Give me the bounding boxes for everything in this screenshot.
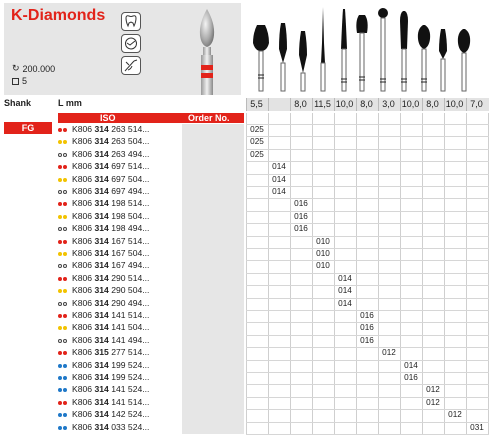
table-row[interactable] xyxy=(58,322,489,333)
iso-prefix: K806 xyxy=(72,372,95,382)
iso-prefix: K806 xyxy=(72,359,95,370)
length-cell: 8,0 xyxy=(356,98,376,111)
instrument-angle-icon xyxy=(121,56,141,75)
table-row[interactable] xyxy=(58,422,489,433)
grid-line xyxy=(246,149,489,150)
grit-color-dot xyxy=(58,388,62,392)
rpm-value: 200.000 xyxy=(22,63,56,74)
iso-suffix: 141 494... xyxy=(108,334,150,345)
grid-line xyxy=(246,124,489,125)
grit-color-dot xyxy=(63,178,67,182)
iso-shank-code: 314 xyxy=(94,148,109,159)
iso-code xyxy=(72,372,149,383)
iso-shank-code: 314 xyxy=(94,136,109,147)
table-row[interactable] xyxy=(58,384,489,395)
iso-code xyxy=(72,248,149,259)
length-cell: 8,0 xyxy=(422,98,442,111)
table-row[interactable] xyxy=(58,136,489,147)
grit-color-dot xyxy=(58,376,62,380)
grit-color-dot xyxy=(63,277,67,281)
iso-prefix: K806 xyxy=(72,396,95,407)
iso-shank-code: 314 xyxy=(94,409,109,420)
grit-color-dot xyxy=(63,264,67,268)
iso-shank-code: 314 xyxy=(94,272,109,283)
iso-code xyxy=(72,161,149,172)
iso-code xyxy=(72,397,149,408)
iso-shank-code: 314 xyxy=(94,359,109,370)
grit-color-dot xyxy=(63,413,67,417)
iso-prefix: K806 xyxy=(72,384,95,395)
iso-code xyxy=(72,136,149,147)
iso-prefix: K806 xyxy=(72,186,95,196)
grit-color-dot xyxy=(58,202,62,206)
iso-shank-code: 315 xyxy=(94,347,109,358)
shank-header: Shank xyxy=(4,98,32,108)
table-row[interactable] xyxy=(58,174,489,185)
rpm-info xyxy=(12,63,55,74)
grid-line xyxy=(246,174,489,175)
table-row[interactable] xyxy=(58,149,489,160)
grid-line xyxy=(246,136,489,137)
grit-color-dot xyxy=(63,401,67,405)
iso-suffix: 141 514... xyxy=(108,310,150,320)
size-value: 016 xyxy=(404,373,418,382)
grit-color-dot xyxy=(58,215,62,219)
table-row[interactable] xyxy=(58,161,489,172)
iso-suffix: 141 504... xyxy=(108,322,150,333)
length-cell: 10,0 xyxy=(445,99,464,109)
grit-color-dot xyxy=(58,252,62,256)
pack-info xyxy=(12,76,27,86)
grit-color-dot xyxy=(58,165,62,169)
grit-color-dot xyxy=(58,178,62,182)
iso-suffix: 198 514... xyxy=(108,198,150,209)
tooth-crown-icon xyxy=(121,12,141,31)
grid-line xyxy=(246,335,489,336)
iso-suffix: 263 494... xyxy=(108,148,150,159)
iso-shank-code: 314 xyxy=(94,186,109,196)
iso-shank-code: 314 xyxy=(94,396,109,407)
grit-color-dot xyxy=(58,364,62,368)
iso-prefix: K806 xyxy=(72,297,95,308)
iso-prefix: K806 xyxy=(72,347,95,358)
grit-color-dot xyxy=(63,364,67,368)
grit-color-dot xyxy=(58,302,62,306)
iso-suffix: 290 494... xyxy=(108,297,150,308)
product-card xyxy=(4,3,241,95)
pack-value: 5 xyxy=(22,76,28,86)
iso-code xyxy=(72,223,149,234)
iso-code xyxy=(72,335,149,346)
table-row[interactable] xyxy=(58,223,489,234)
rotation-icon: ↻ xyxy=(12,63,20,73)
iso-code xyxy=(72,360,149,371)
size-value: 025 xyxy=(250,137,264,147)
iso-suffix: 263 504... xyxy=(108,136,150,147)
size-value: 012 xyxy=(382,348,396,358)
column-subheader xyxy=(58,113,244,123)
table-row[interactable] xyxy=(58,372,489,383)
iso-prefix: K806 xyxy=(72,223,95,234)
size-value: 025 xyxy=(250,149,264,159)
grid-line xyxy=(246,161,489,162)
iso-header: ISO xyxy=(100,113,116,123)
iso-code xyxy=(72,310,149,321)
tooth-preparation-icon xyxy=(121,34,141,53)
grit-color-dot xyxy=(63,128,67,132)
iso-prefix: K806 xyxy=(72,334,95,345)
size-value: 014 xyxy=(338,273,352,283)
table-row[interactable] xyxy=(58,298,489,309)
grid-line xyxy=(246,260,489,261)
size-value: 014 xyxy=(338,298,352,308)
length-cell: 10,0 xyxy=(335,99,354,109)
iso-prefix: K806 xyxy=(72,173,95,184)
grid-line xyxy=(246,310,489,311)
iso-suffix: 290 504... xyxy=(108,285,150,296)
bur-shapes-illustration xyxy=(243,3,489,95)
table-row[interactable] xyxy=(58,260,489,271)
grit-color-dot xyxy=(63,140,67,144)
grit-color-dot xyxy=(63,202,67,206)
table-row[interactable] xyxy=(58,347,489,358)
iso-prefix: K806 xyxy=(72,161,95,172)
iso-code xyxy=(72,384,149,395)
table-row[interactable] xyxy=(58,211,489,222)
iso-code xyxy=(72,149,149,160)
length-cell: 10,0 xyxy=(401,99,420,109)
iso-suffix: 199 524... xyxy=(108,359,150,370)
grid-line xyxy=(246,186,489,187)
table-row[interactable] xyxy=(58,236,489,247)
iso-code xyxy=(72,273,149,284)
size-value: 016 xyxy=(294,211,308,221)
grit-color-dot xyxy=(58,227,62,231)
iso-code xyxy=(72,422,149,433)
iso-shank-code: 314 xyxy=(94,372,109,382)
iso-suffix: 167 494... xyxy=(108,260,150,271)
iso-code xyxy=(72,322,149,333)
iso-suffix: 141 524... xyxy=(108,384,150,395)
grit-color-dot xyxy=(63,215,67,219)
iso-suffix: 697 494... xyxy=(108,186,150,196)
grit-color-dot xyxy=(63,252,67,256)
iso-shank-code: 314 xyxy=(94,421,109,432)
grid-line xyxy=(246,372,489,373)
iso-code xyxy=(72,260,149,271)
size-value: 010 xyxy=(316,236,330,246)
iso-shank-code: 314 xyxy=(94,198,109,209)
grit-color-dot xyxy=(63,302,67,306)
grid-line xyxy=(246,298,489,299)
iso-code xyxy=(72,211,149,222)
grid-line xyxy=(246,322,489,323)
table-row[interactable] xyxy=(58,186,489,197)
size-value: 025 xyxy=(250,125,264,134)
iso-suffix: 167 504... xyxy=(108,248,150,258)
table-row[interactable] xyxy=(58,124,489,135)
grit-color-dot xyxy=(63,240,67,244)
grit-color-dot xyxy=(63,388,67,392)
grit-color-dot xyxy=(63,227,67,231)
iso-prefix: K806 xyxy=(72,421,95,432)
iso-code xyxy=(72,186,149,197)
length-cell: 11,5 xyxy=(312,98,332,111)
iso-shank-code: 314 xyxy=(94,297,109,308)
grid-line xyxy=(246,248,489,249)
grid-line xyxy=(246,434,489,435)
size-value: 014 xyxy=(338,286,352,296)
grit-color-dot xyxy=(58,289,62,293)
iso-shank-code: 314 xyxy=(94,173,109,184)
iso-prefix: K806 xyxy=(72,198,95,209)
length-cell xyxy=(268,98,288,111)
grid-line xyxy=(246,360,489,361)
grit-color-dot xyxy=(63,326,67,330)
size-value: 016 xyxy=(360,323,374,333)
order-column-background xyxy=(182,124,244,434)
iso-code xyxy=(72,174,149,185)
iso-shank-code: 314 xyxy=(94,260,109,271)
grid-line xyxy=(246,422,489,423)
size-value: 031 xyxy=(470,422,484,432)
size-value: 014 xyxy=(404,360,418,370)
iso-shank-code: 314 xyxy=(94,334,109,345)
size-value: 014 xyxy=(272,187,286,196)
size-value: 016 xyxy=(294,224,308,234)
iso-shank-code: 314 xyxy=(94,235,109,246)
grit-color-dot xyxy=(58,140,62,144)
shank-type-badge: FG xyxy=(4,122,52,134)
iso-code xyxy=(72,285,149,296)
grit-color-dot xyxy=(58,190,62,194)
grit-color-dot xyxy=(58,326,62,330)
table-row[interactable] xyxy=(58,409,489,420)
table-row[interactable] xyxy=(58,198,489,209)
grit-color-dot xyxy=(58,128,62,132)
iso-shank-code: 314 xyxy=(94,124,109,134)
grit-color-dot xyxy=(63,314,67,318)
size-value: 016 xyxy=(294,199,308,209)
iso-prefix: K806 xyxy=(72,272,95,283)
grid-line xyxy=(246,273,489,274)
iso-code xyxy=(72,124,149,135)
length-cell: 5,5 xyxy=(246,98,266,111)
iso-suffix: 198 504... xyxy=(108,210,150,221)
iso-prefix: K806 xyxy=(72,310,95,320)
iso-suffix: 290 514... xyxy=(108,272,150,283)
iso-prefix: K806 xyxy=(72,235,95,246)
iso-code xyxy=(72,236,149,247)
iso-suffix: 199 524... xyxy=(108,372,150,382)
grid-line xyxy=(246,384,489,385)
length-cell: 8,0 xyxy=(290,98,310,111)
iso-shank-code: 314 xyxy=(94,384,109,395)
iso-shank-code: 314 xyxy=(94,223,109,234)
grit-color-dot xyxy=(58,351,62,355)
iso-shank-code: 314 xyxy=(94,248,109,258)
grit-color-dot xyxy=(58,277,62,281)
size-value: 010 xyxy=(316,249,330,258)
iso-code xyxy=(72,409,149,420)
iso-suffix: 141 514... xyxy=(108,396,150,407)
grit-color-dot xyxy=(63,351,67,355)
package-icon xyxy=(12,78,19,85)
grit-color-dot xyxy=(63,376,67,380)
iso-prefix: K806 xyxy=(72,148,95,159)
table-row[interactable] xyxy=(58,285,489,296)
length-header: L mm xyxy=(58,98,82,108)
grit-color-dot xyxy=(58,153,62,157)
iso-shank-code: 314 xyxy=(94,322,109,333)
iso-suffix: 167 514... xyxy=(108,235,150,246)
iso-code xyxy=(72,298,149,309)
size-value: 014 xyxy=(272,162,286,172)
grit-color-dot xyxy=(58,240,62,244)
iso-shank-code: 314 xyxy=(94,161,109,172)
iso-prefix: K806 xyxy=(72,248,95,258)
table-row[interactable] xyxy=(58,273,489,284)
grit-color-dot xyxy=(58,401,62,405)
table-row[interactable] xyxy=(58,310,489,321)
iso-prefix: K806 xyxy=(72,260,95,271)
grit-color-dot xyxy=(63,165,67,169)
size-value: 010 xyxy=(316,261,330,271)
length-cell: 3,0 xyxy=(378,98,398,111)
grid-line xyxy=(246,223,489,224)
size-value: 012 xyxy=(426,397,440,407)
order-header: Order No. xyxy=(188,113,230,123)
iso-prefix: K806 xyxy=(72,124,95,134)
grit-color-dot xyxy=(63,289,67,293)
grit-color-dot xyxy=(58,264,62,268)
grid-line xyxy=(246,198,489,199)
grit-color-dot xyxy=(58,426,62,430)
table-row[interactable] xyxy=(58,360,489,371)
product-title: K-Diamonds xyxy=(11,7,106,24)
size-value: 016 xyxy=(360,335,374,345)
grid-line xyxy=(246,236,489,237)
iso-suffix: 033 524... xyxy=(108,421,150,432)
table-row[interactable] xyxy=(58,335,489,346)
grit-color-dot xyxy=(63,190,67,194)
length-cell: 7,0 xyxy=(466,98,486,111)
iso-suffix: 263 514... xyxy=(108,124,150,134)
grit-color-dot xyxy=(63,426,67,430)
iso-prefix: K806 xyxy=(72,409,95,420)
grit-color-dot xyxy=(58,413,62,417)
grit-color-dot xyxy=(58,314,62,318)
table-row[interactable] xyxy=(58,248,489,259)
grid-line xyxy=(246,347,489,348)
iso-shank-code: 314 xyxy=(94,285,109,296)
table-row[interactable] xyxy=(58,397,489,408)
grid-line xyxy=(246,409,489,410)
grit-color-dot xyxy=(63,153,67,157)
grit-color-dot xyxy=(58,339,62,343)
size-value: 012 xyxy=(448,410,462,420)
size-value: 016 xyxy=(360,311,374,320)
size-value: 012 xyxy=(426,385,440,395)
iso-prefix: K806 xyxy=(72,285,95,296)
grit-color-dot xyxy=(63,339,67,343)
size-value: 014 xyxy=(272,174,286,184)
iso-suffix: 198 494... xyxy=(108,223,150,234)
iso-code xyxy=(72,347,149,358)
iso-prefix: K806 xyxy=(72,322,95,333)
iso-suffix: 697 514... xyxy=(108,161,150,172)
iso-suffix: 697 504... xyxy=(108,173,150,184)
iso-code xyxy=(72,198,149,209)
grid-line xyxy=(246,211,489,212)
iso-shank-code: 314 xyxy=(94,310,109,320)
grid-line xyxy=(246,397,489,398)
iso-shank-code: 314 xyxy=(94,210,109,221)
iso-prefix: K806 xyxy=(72,210,95,221)
diamond-bur-image xyxy=(189,9,225,100)
iso-prefix: K806 xyxy=(72,136,95,147)
iso-suffix: 142 524... xyxy=(108,409,150,420)
iso-suffix: 277 514... xyxy=(108,347,150,358)
grid-line xyxy=(246,285,489,286)
